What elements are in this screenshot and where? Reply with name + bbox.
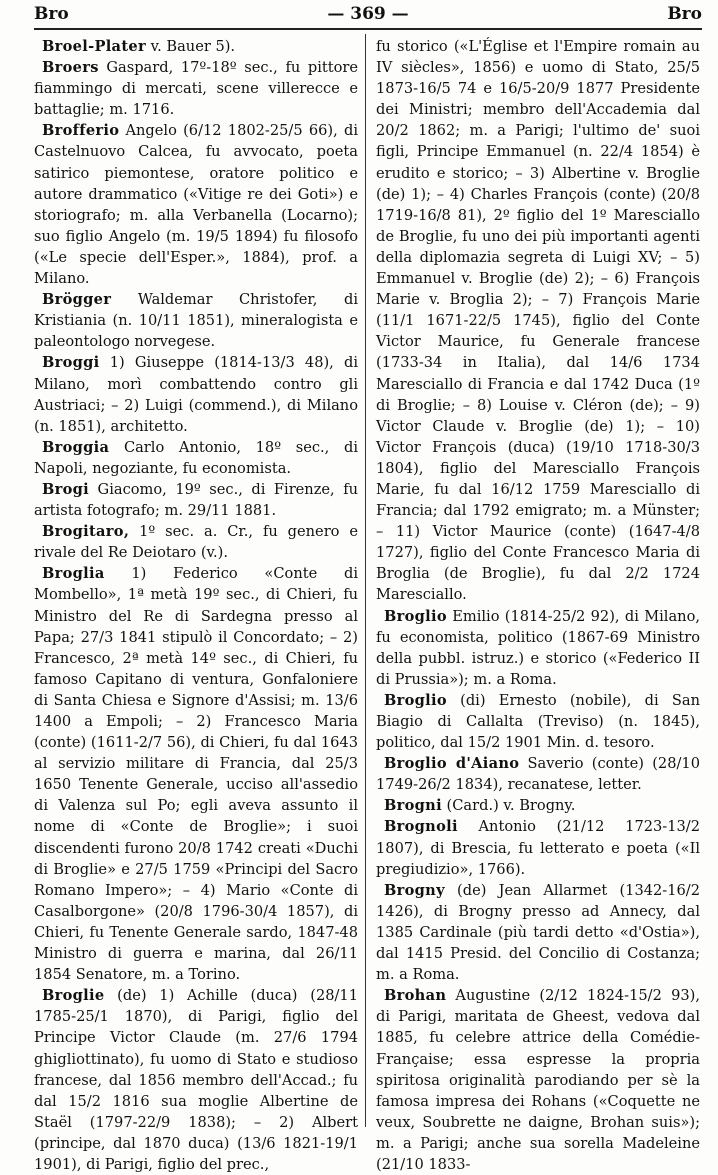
headword: Brognoli (384, 818, 458, 836)
entry (34, 563, 358, 985)
entry-text: Angelo (6/12 1802-25/5 66), di Castelnuovo Calcea, fu avvocato, poeta satirico piemontese, oratore politico e autore drammatico («Vitige re dei Goti») e storiografo; m. alla Verbanella (Locarno); suo figlio Angelo (m. 19/5 1894) fu filosofo («Le specie dell'Esper.», 1884), prof. a Milano. (34, 122, 358, 288)
headword: Brogitaro, (42, 523, 130, 541)
headword: Broglio d'Aiano (384, 755, 520, 773)
headword: Brogi (42, 480, 90, 498)
entry-text: 1) Giuseppe (1814-13/3 48), di Milano, morì combattendo contro gli Austriaci; – 2) Luigi (commend.), di Milano (n. 1851), architetto. (34, 354, 358, 435)
entry-text: Emilio (1814-25/2 92), di Milano, fu economista, politico (1867-69 Ministro della pubbl. istruz.) e storico («Federico II di Prussia»); m. a Roma. (376, 607, 700, 688)
entry-continuation (376, 36, 700, 606)
entry (34, 352, 358, 436)
running-head-right: Bro (667, 4, 702, 24)
entry-text: 1º sec. a. Cr., fu genero e rivale del Re Deiotaro (v.). (34, 523, 358, 562)
entry (376, 606, 700, 690)
headword: Broggi (42, 354, 100, 372)
entry-text: (de) 1) Achille (duca) (28/11 1785-25/1 1870), di Parigi, figlio del Principe Victor Claude (m. 27/6 1794 ghigliottinato), fu uomo di Stato e studioso francese, dal 1856 membro dell'Accad.; fu dal 15/2 1816 sua moglie Albertine de Staël (1797-22/9 1838); – 2) Albert (principe, dal 1870 duca) (13/6 1821-19/1 1901), di Parigi, figlio del prec., (34, 987, 358, 1173)
entry-text: 1) Federico «Conte di Mombello», 1ª metà 19º sec., di Chieri, fu Ministro del Re di Sardegna presso al Papa; 27/3 1841 stipulò il Concordato; – 2) Francesco, 2ª metà 14º sec., di Chieri, fu famoso Capitano di ventura, Gonfaloniere di Santa Chiesa e Signore d'Assisi; m. 13/6 1400 a Empoli; – 2) Francesco Maria (conte) (1611-2/7 56), di Chieri, fu dal 1643 al servizio militare di Francia, dal 25/3 1650 Tenente Generale, ucciso all'assedio di Valenza sul Po; egli aveva assunto il nome di «Conte de Broglie»; i suoi discendenti furono 20/8 1742 creati «Duchi di Broglie» e 27/5 1759 «Principi del Sacro Romano Impero»; – 4) Mario «Conte di Casalborgone» (20/8 1796-30/4 1857), di Chieri, fu Tenente Generale sardo, 1847-48 Ministro di guerra e marina, dal 26/11 1854 Senatore, m. a Torino. (34, 565, 358, 984)
running-head (34, 0, 702, 30)
headword: Broglia (42, 565, 105, 583)
entry-text: Waldemar Christofer, di Kristiania (n. 10/11 1851), mineralogista e paleontologo norvegese. (34, 291, 358, 351)
entry (376, 985, 700, 1175)
entry (34, 521, 358, 563)
entry (376, 690, 700, 753)
headword: Brogni (384, 797, 442, 815)
entry-text: Saverio (conte) (28/10 1749-26/2 1834), recanatese, letter. (376, 755, 700, 794)
entry (34, 289, 358, 352)
entry (34, 479, 358, 521)
entry-text: v. Bauer 5). (145, 38, 236, 55)
entry (376, 753, 700, 795)
headword: Broglio (384, 691, 447, 709)
entry (34, 57, 358, 120)
entry-text: Carlo Antonio, 18º sec., di Napoli, negoziante, fu economista. (34, 438, 358, 477)
entry-text: Augustine (2/12 1824-15/2 93), di Parigi, maritata de Gheest, vedova dal 1885, fu celebre attrice della Comédie-Française; essa espresse la propria spiritosa originalità parodiando per sè la famosa impresa dei Rohans («Coquette ne veux, Soubrette ne daigne, Brohan suis»); m. a Parigi; anche sua sorella Madeleine (21/10 1833- (376, 987, 700, 1173)
left-column (34, 36, 358, 1173)
running-head-left: Bro (34, 4, 69, 24)
headword: Broggia (42, 438, 110, 456)
headword: Broglie (42, 987, 105, 1005)
headword: Brofferio (42, 122, 120, 140)
entry-text: fu storico («L'Église et l'Empire romain au IV siècles», 1856) e uomo di Stato, 25/5 1873-16/5 74 e 16/5-20/9 1877 Presidente dei Ministri; membro dell'Accademia dal 20/2 1862; m. a Parigi; l'ultimo de' suoi figli, Principe Emmanuel (n. 22/4 1854) è erudito e storico; – 3) Albertine v. Broglie (de) 1); – 4) Charles François (conte) (20/8 1719-16/8 81), 2º figlio del 1º Maresciallo de Broglie, fu uno dei più importanti agenti della diplomazia segreta di Luigi XV; – 5) Emmanuel v. Broglie (de) 2); – 6) François Marie v. Broglia 2); – 7) François Marie (11/1 1671-22/5 1745), figlio del Conte Victor Maurice, fu Generale francese (1733-34 in Italia), dal 14/6 1734 Maresciallo di Francia e dal 1742 Duca (1º di Broglie; – 8) Louise v. Cléron (de); – 9) Victor Claude v. Broglie (de) 1); – 10) Victor François (duca) (19/10 1718-30/3 1804), figlio del Maresciallo François Marie, fu dal 16/12 1759 Maresciallo di Francia; dal 1792 emigrato; m. a Münster; – 11) Victor Maurice (conte) (1647-4/8 1727), figlio del Conte Francesco Maria di Broglia (de Broglie), fu dal 2/2 1724 Maresciallo. (376, 38, 700, 604)
right-column (376, 36, 700, 1173)
entry (376, 816, 700, 879)
entry-text: Giacomo, 19º sec., di Firenze, fu artista fotografo; m. 29/11 1881. (34, 480, 358, 520)
headword: Brogny (384, 881, 445, 899)
entry (376, 795, 700, 816)
headword: Broel-Plater (42, 38, 146, 55)
entry-text: Antonio (21/12 1723-13/2 1807), di Brescia, fu letterato e poeta («Il pregiudizio», 1766). (376, 818, 700, 878)
entry (34, 985, 358, 1175)
entry (34, 120, 358, 289)
entry (376, 880, 700, 985)
headword: Broglio (384, 607, 447, 625)
page-number: — 369 — (327, 4, 409, 24)
entry-text: (Card.) v. Brogny. (441, 797, 576, 815)
entry (34, 36, 358, 57)
entry-text: Gaspard, 17º-18º sec., fu pittore fiammingo di mercati, scene villerecce e battaglie; m. 1716. (34, 59, 358, 119)
entry-text: (di) Ernesto (nobile), di San Biagio di Callalta (Treviso) (n. 1845), politico, dal 15/2 1901 Min. d. tesoro. (376, 691, 700, 752)
column-divider (365, 34, 366, 1127)
entry (34, 437, 358, 479)
headword: Brohan (384, 987, 447, 1005)
headword: Broers (42, 59, 99, 77)
headword: Brögger (42, 291, 112, 309)
entry-text: (de) Jean Allarmet (1342-16/2 1426), di Brogny presso ad Annecy, dal 1385 Cardinale (più tardi detto «d'Ostia»), dal 1415 Presid. del Concilio di Costanza; m. a Roma. (376, 881, 700, 984)
